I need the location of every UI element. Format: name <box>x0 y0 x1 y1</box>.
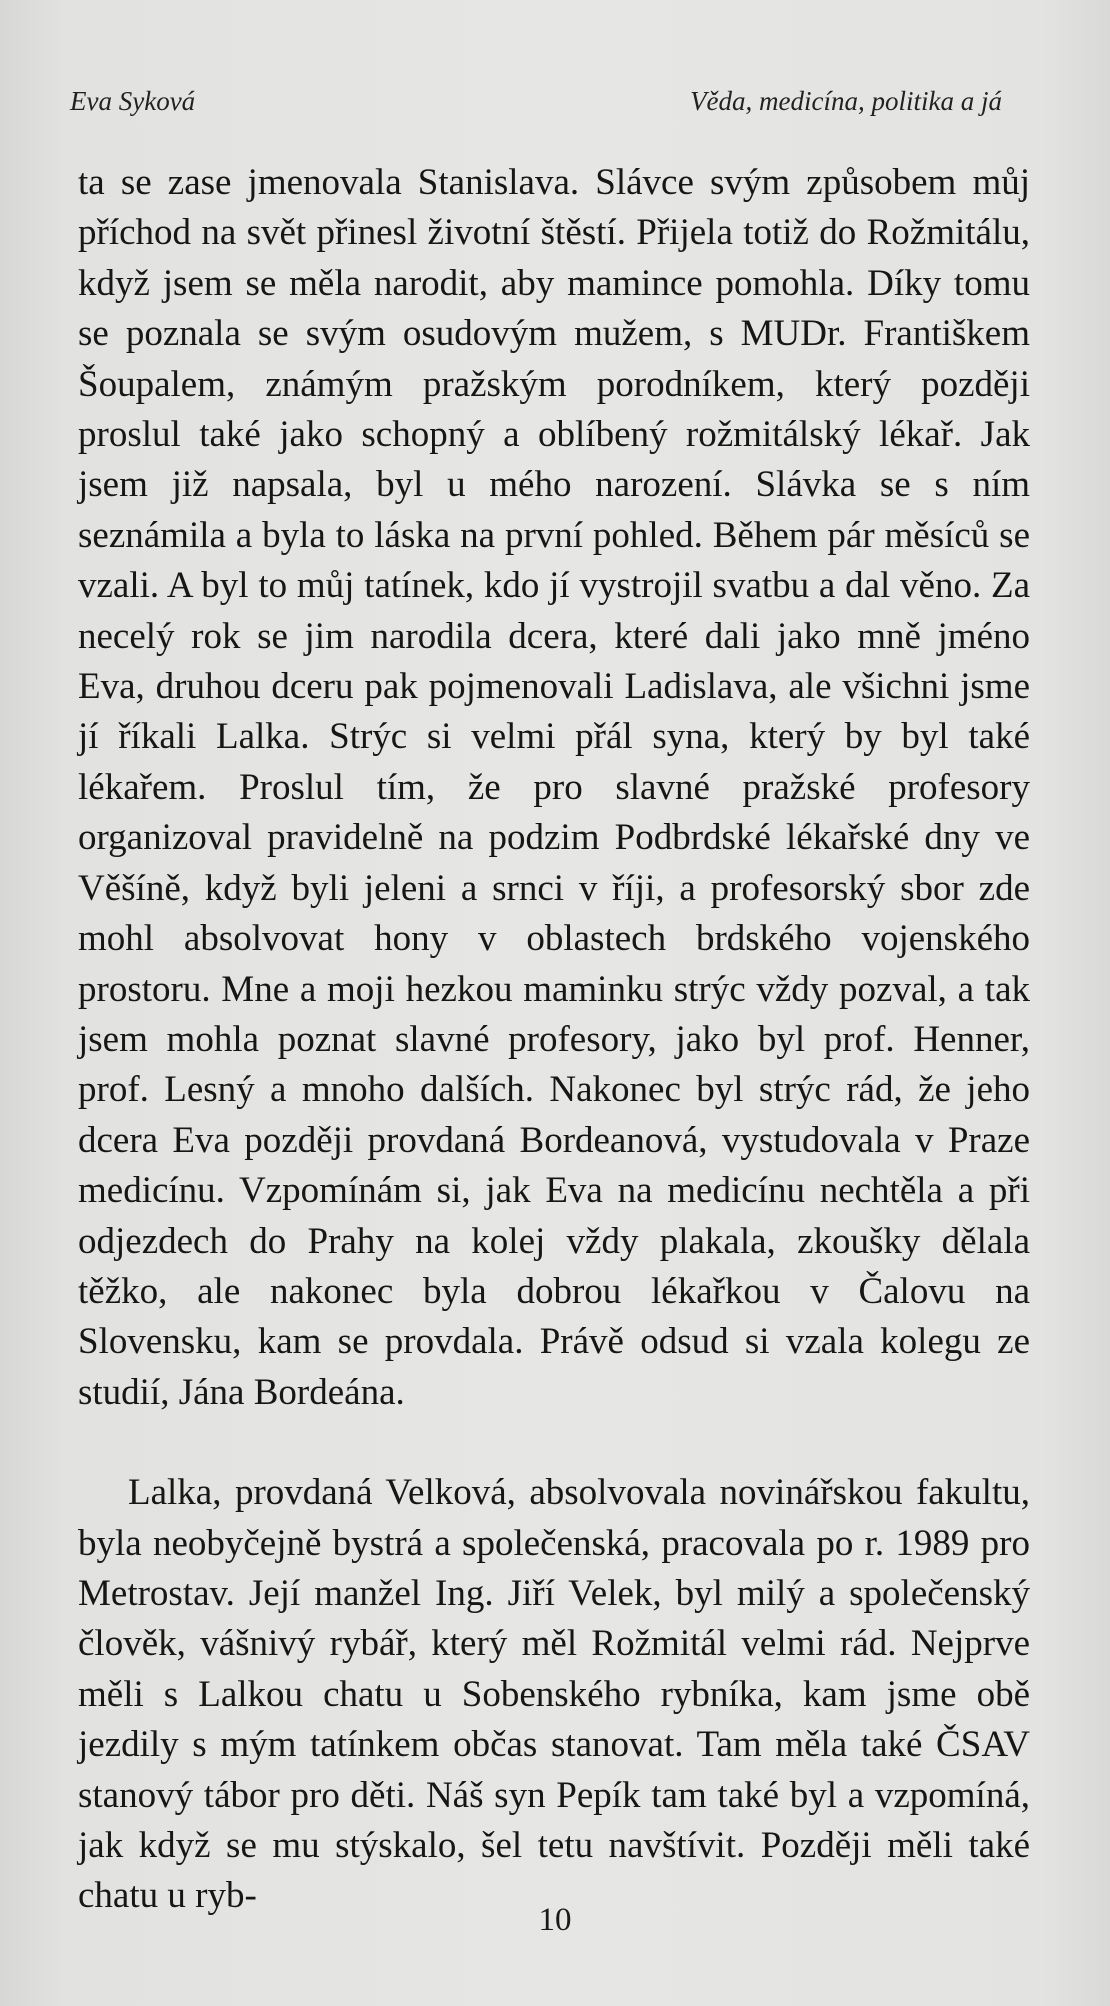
running-header <box>70 86 1002 117</box>
paragraph-1: ta se zase jmenovala Stanislava. Slávce svým způsobem můj příchod na svět přinesl životní štěstí. Přijela totiž do Rožmitálu, když jsem se měla narodit, aby mamince pomohla. Díky tomu se poznala se svým osudovým mužem, s MUDr. Františkem Šoupalem, známým pražským porodníkem, který později proslul také jako schopný a oblíbený rožmitálský lékař. Jak jsem již napsala, byl u mého narození. Slávka se s ním seznámila a byla to láska na první pohled. Během pár měsíců se vzali. A byl to můj tatínek, kdo jí vystrojil svatbu a dal věno. Za necelý rok se jim narodila dcera, které dali jako mně jméno Eva, druhou dceru pak pojmenovali Ladislava, ale všichni jsme jí říkali Lalka. Strýc si velmi přál syna, který by byl také lékařem. Proslul tím, že pro slavné pražské profesory organizoval pravidelně na podzim Podbrdské lékařské dny ve Věšíně, když byli jeleni a srnci v říji, a profesorský sbor zde mohl absolvovat hony v oblastech brdského vojenského prostoru. Mne a moji hezkou maminku strýc vždy pozval, a tak jsem mohla poznat slavné profesory, jako byl prof. Henner, prof. Lesný a mnoho dalších. Nakonec byl strýc rád, že jeho dcera Eva později provdaná Bordeanová, vystudovala v Praze medicínu. Vzpomínám si, jak Eva na medicínu nechtěla a při odjezdech do Prahy na kolej vždy plakala, zkoušky dělala těžko, ale nakonec byla dobrou lékařkou v Čalovu na Slovensku, kam se provdala. Právě odsud si vzala kolegu ze studií, Jána Bordeána. <box>78 162 1030 1413</box>
header-book-title: Věda, medicína, politika a já <box>690 86 1002 116</box>
page-number: 10 <box>538 1902 572 1938</box>
body-text <box>78 158 1030 1922</box>
header-author: Eva Syková <box>70 86 196 116</box>
paragraph-2: Lalka, provdaná Velková, absolvovala novinářskou fakultu, byla neobyčejně bystrá a společenská, pracovala po r. 1989 pro Metrostav. Její manžel Ing. Jiří Velek, byl milý a společenský člověk, vášnivý rybář, který měl Rožmitál velmi rád. Nejprve měli s Lalkou chatu u Sobenského rybníka, kam jsme obě jezdily s mým tatínkem občas stanovat. Tam měla také ČSAV stanový tábor pro děti. Náš syn Pepík tam také byl a vzpomíná, jak když se mu stýskalo, šel tetu navštívit. Později měli také chatu u ryb- <box>78 1472 1030 1917</box>
